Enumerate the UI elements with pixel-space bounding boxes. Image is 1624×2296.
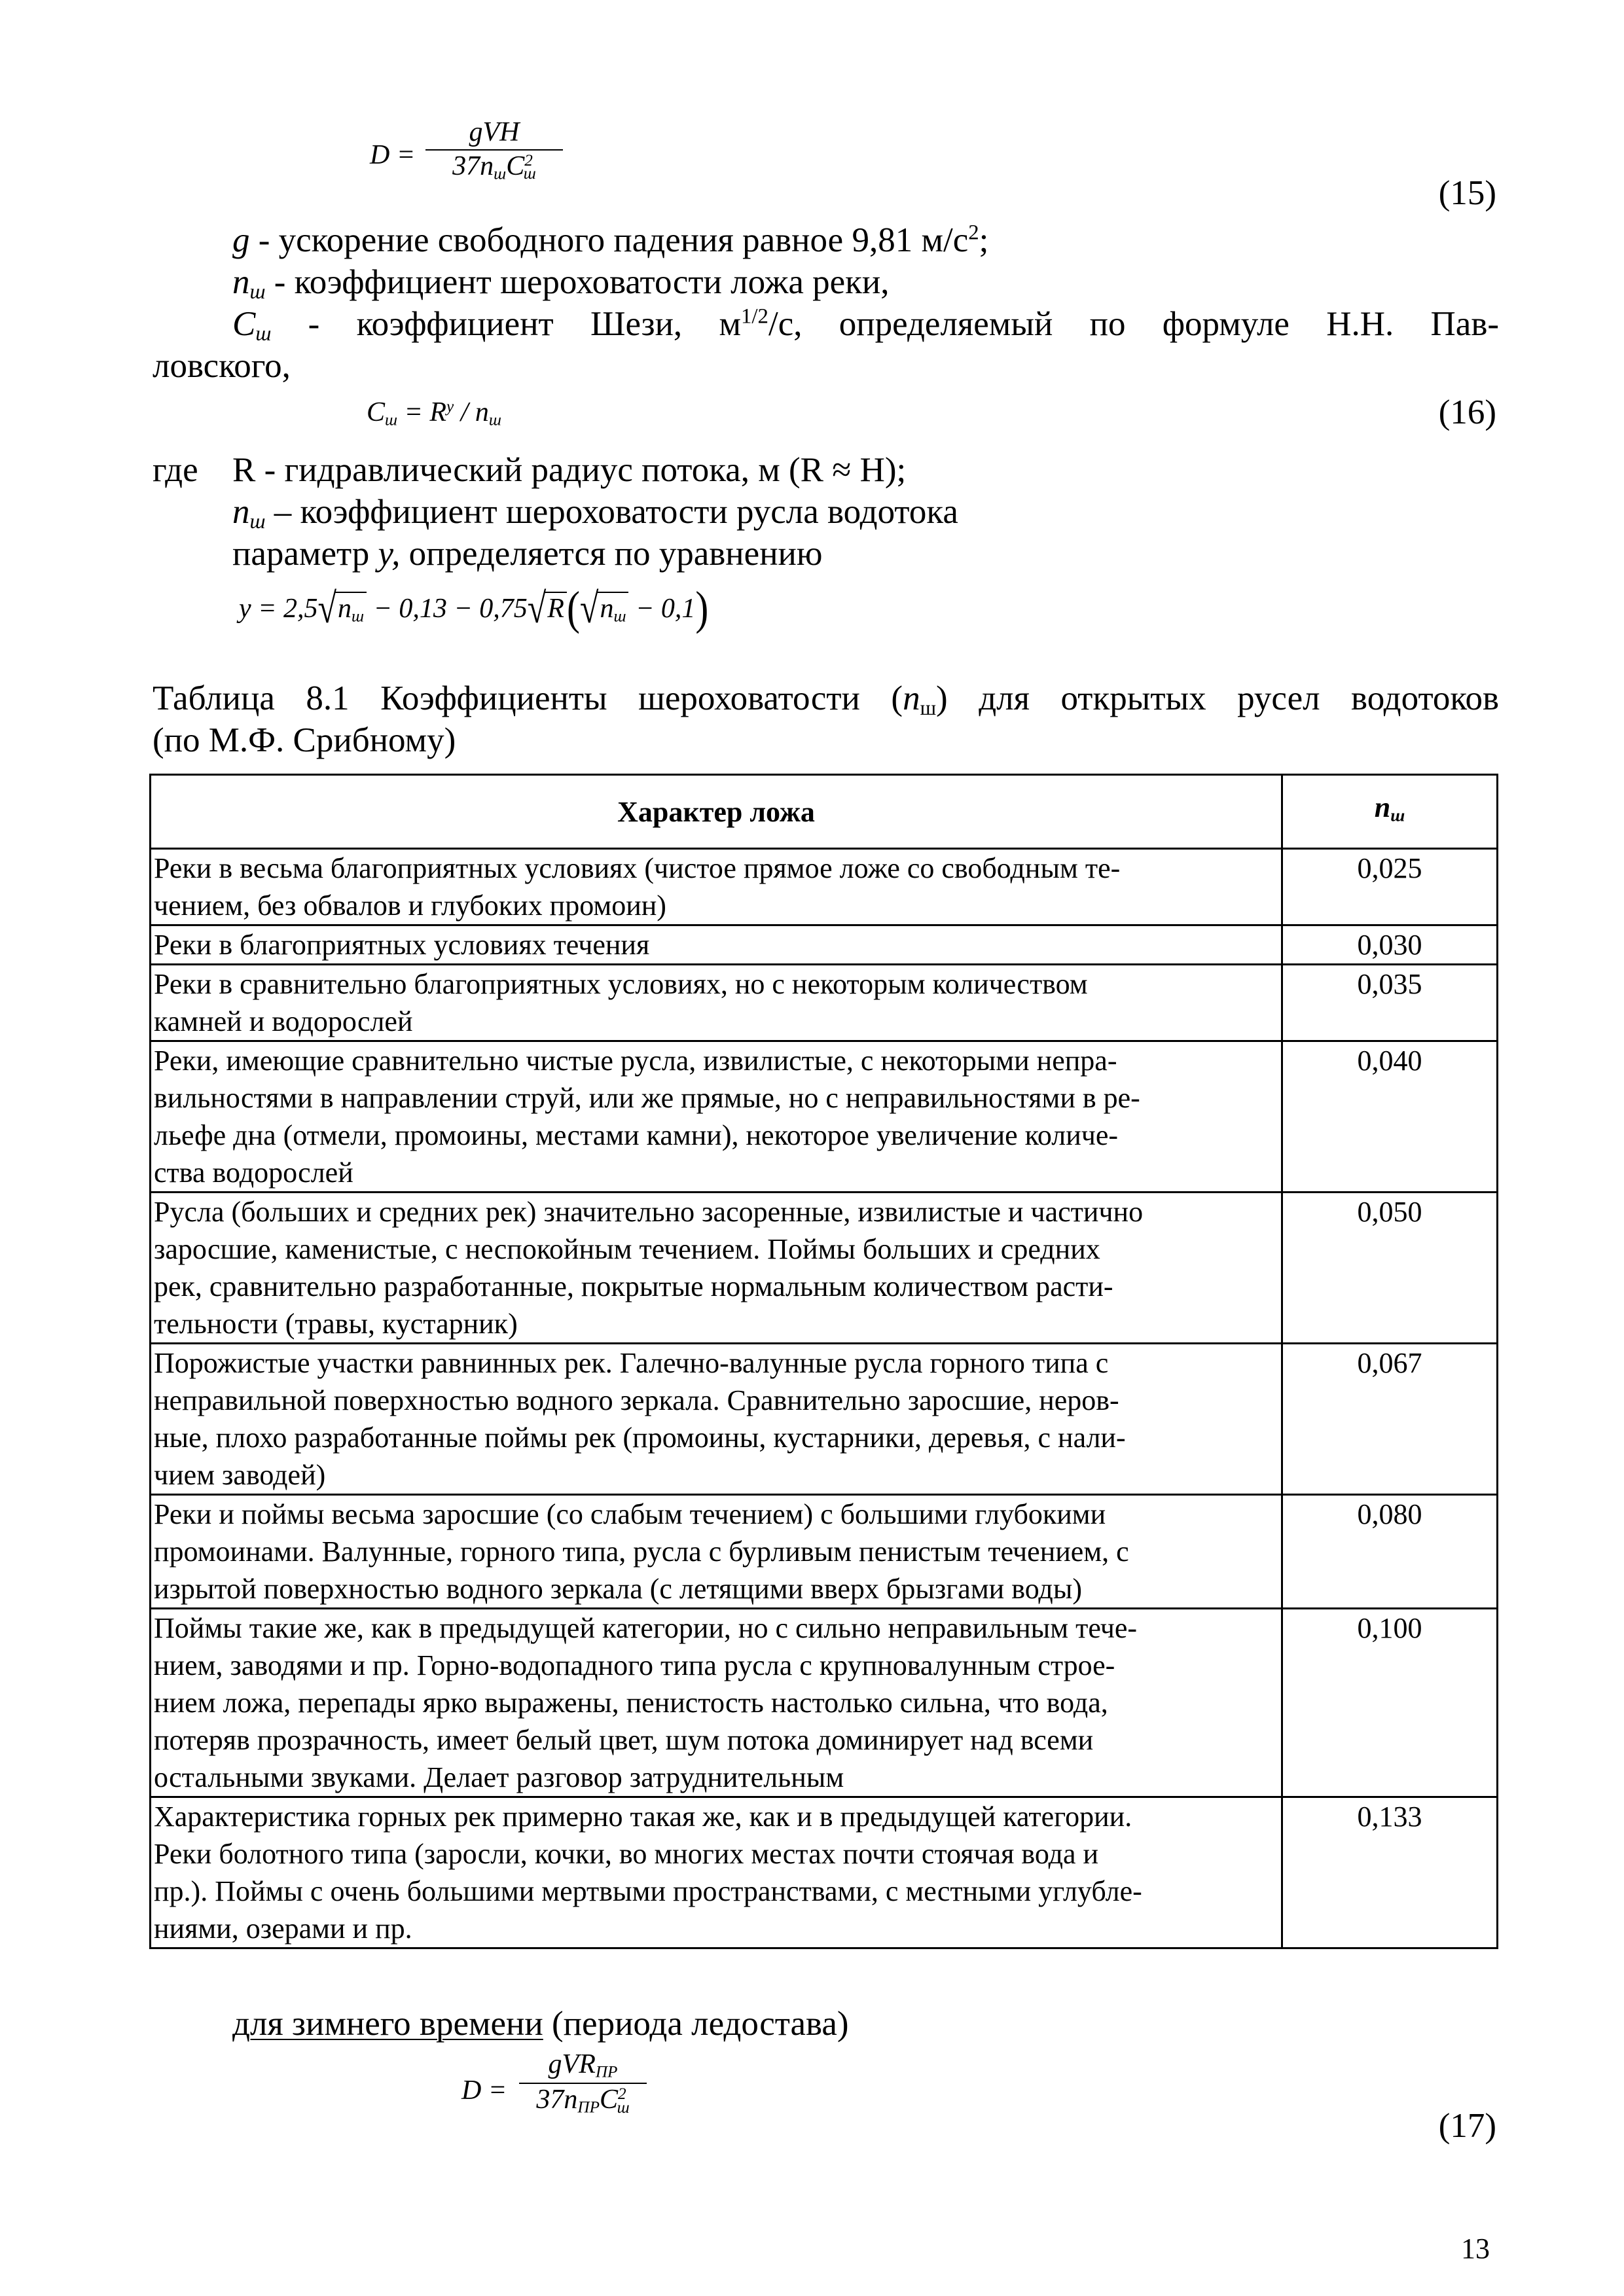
table-row bbox=[151, 849, 1498, 925]
description-line: Порожистые участки равнинных рек. Галечно-валунные русла горного типа с bbox=[154, 1347, 1109, 1379]
description-line: нием ложа, перепады ярко выражены, пенистость настолько сильна, что вода, bbox=[154, 1687, 1108, 1719]
f17-numsub: ПР bbox=[595, 2063, 618, 2081]
sym-c-sub: ш bbox=[255, 321, 272, 345]
definition-g bbox=[232, 219, 988, 261]
def-g-end: ; bbox=[979, 221, 989, 259]
fy-n1: n bbox=[338, 594, 352, 624]
f17-den-a: 37n bbox=[536, 2085, 578, 2115]
f16-csub: ш bbox=[385, 411, 398, 429]
f17-num: gVR bbox=[548, 2049, 596, 2079]
def-g-sup: 2 bbox=[968, 221, 979, 245]
param-y-text1: параметр bbox=[232, 535, 378, 573]
equation-number-15: (15) bbox=[1438, 174, 1496, 212]
caption-a: Таблица 8.1 Коэффициенты шероховатости ( bbox=[153, 679, 903, 717]
description-line: вильностями в направлении струй, или же прямые, но с неправильностями в ре- bbox=[154, 1082, 1140, 1114]
sym-n: n bbox=[232, 263, 250, 301]
sym-n2-sub: ш bbox=[249, 509, 266, 533]
description-line: пр.). Поймы с очень большими мертвыми пространствами, с местными углубле- bbox=[154, 1875, 1142, 1907]
caption-sub: ш bbox=[920, 696, 937, 719]
row-roughness-value: 0,067 bbox=[1282, 1344, 1498, 1495]
definition-r: R - гидравлический радиус потока, м (R ≈ H); bbox=[232, 451, 907, 489]
formula-15-fraction bbox=[425, 117, 563, 183]
row-description bbox=[151, 1041, 1282, 1193]
def-n-text: - коэффициент шероховатости ложа реки, bbox=[265, 263, 890, 301]
row-roughness-value: 0,100 bbox=[1282, 1609, 1498, 1797]
sym-n2: n bbox=[232, 493, 250, 531]
formula-16 bbox=[367, 397, 501, 429]
description-line: остальными звуками. Делает разговор затруднительным bbox=[154, 1761, 844, 1793]
definition-c bbox=[232, 303, 1499, 355]
row-description bbox=[151, 1344, 1282, 1495]
param-y-text2: определяется по уравнению bbox=[400, 535, 823, 573]
table-caption-line2: (по М.Ф. Срибному) bbox=[153, 721, 456, 759]
roughness-table bbox=[149, 774, 1498, 1949]
description-line: чием заводей) bbox=[154, 1459, 326, 1491]
row-roughness-value: 0,040 bbox=[1282, 1041, 1498, 1193]
fy-c: − 0,1 bbox=[628, 594, 696, 624]
formula-15 bbox=[370, 117, 566, 208]
caption-b: ) для открытых русел водотоков bbox=[936, 679, 1499, 717]
den-csub: ш bbox=[523, 165, 536, 183]
table-row bbox=[151, 965, 1498, 1041]
table-row bbox=[151, 1797, 1498, 1948]
formula-15-numerator: gVH bbox=[469, 117, 520, 147]
row-roughness-value: 0,025 bbox=[1282, 849, 1498, 925]
description-line: рек, сравнительно разработанные, покрытые нормальным количеством расти- bbox=[154, 1270, 1113, 1302]
description-line: ные, плохо разработанные поймы рек (промоины, кустарники, деревья, с нали- bbox=[154, 1422, 1126, 1454]
description-line: Реки, имеющие сравнительно чистые русла, извилистые, с некоторыми непра- bbox=[154, 1045, 1117, 1077]
formula-15-lhs: D = bbox=[370, 140, 416, 170]
header-n bbox=[1282, 775, 1498, 849]
description-line: Реки и поймы весьма заросшие (со слабым течением) с большими глубокими bbox=[154, 1498, 1106, 1530]
description-line: Реки в благоприятных условиях течения bbox=[154, 929, 650, 961]
f16-eq: = R bbox=[397, 397, 447, 427]
row-roughness-value: 0,035 bbox=[1282, 965, 1498, 1041]
sym-g: g bbox=[232, 221, 250, 259]
fy-b: − 0,13 − 0,75 bbox=[367, 594, 528, 624]
table-row bbox=[151, 1609, 1498, 1797]
row-roughness-value: 0,133 bbox=[1282, 1797, 1498, 1948]
sym-c: C bbox=[232, 305, 256, 343]
def-c-text1: - коэффициент Шези, м bbox=[271, 305, 741, 343]
row-description bbox=[151, 1609, 1282, 1797]
def-c-text2: /с, определяемый по формуле Н.Н. Пав- bbox=[768, 305, 1500, 343]
winter-rest: (периода ледостава) bbox=[543, 2005, 849, 2043]
description-line: заросшие, каменистые, с неспокойным течением. Поймы больших и средних bbox=[154, 1233, 1100, 1265]
table-header-row bbox=[151, 775, 1498, 849]
fy-n2sub: ш bbox=[613, 607, 626, 626]
description-line: Реки в весьма благоприятных условиях (чистое прямое ложе со свободным те- bbox=[154, 852, 1121, 884]
header-description: Характер ложа bbox=[151, 775, 1282, 849]
formula-15-denominator bbox=[425, 149, 563, 183]
f16-tailsub: ш bbox=[488, 411, 501, 429]
description-line: Русла (больших и средних рек) значительно засоренные, извилистые и частично bbox=[154, 1196, 1144, 1228]
description-line: льефе дна (отмели, промоины, местами камни), некоторое увеличение количе- bbox=[154, 1119, 1119, 1151]
definition-c-line2: ловского, bbox=[153, 347, 291, 385]
den-part: 37n bbox=[452, 151, 494, 181]
row-description bbox=[151, 965, 1282, 1041]
fy-n1sub: ш bbox=[352, 607, 365, 626]
header-n-sym: n bbox=[1374, 791, 1391, 824]
f16-c: C bbox=[367, 397, 386, 427]
equation-number-17: (17) bbox=[1438, 2107, 1496, 2145]
formula-17 bbox=[461, 2049, 671, 2140]
row-description bbox=[151, 849, 1282, 925]
row-description bbox=[151, 1797, 1282, 1948]
description-line: Характеристика горных рек примерно такая же, как и в предыдущей категории. bbox=[154, 1801, 1132, 1833]
description-line: неправильной поверхностью водного зеркала. Сравнительно заросшие, неров- bbox=[154, 1384, 1119, 1416]
den-sup: 2 bbox=[524, 152, 533, 170]
row-description bbox=[151, 1495, 1282, 1609]
den-sub: ш bbox=[494, 165, 507, 183]
where-label: где bbox=[153, 451, 198, 489]
table-row bbox=[151, 925, 1498, 965]
row-description bbox=[151, 925, 1282, 965]
description-line: Реки в сравнительно благоприятных условиях, но с некоторым количеством bbox=[154, 968, 1088, 1000]
description-line: чением, без обвалов и глубоких промоин) bbox=[154, 889, 666, 922]
param-y-sym: y, bbox=[378, 535, 401, 573]
fy-r: R bbox=[547, 594, 564, 624]
formula-17-lhs: D = bbox=[461, 2075, 507, 2106]
formula-17-numerator bbox=[519, 2049, 647, 2083]
row-roughness-value: 0,030 bbox=[1282, 925, 1498, 965]
description-line: камней и водорослей bbox=[154, 1005, 413, 1037]
fy-a: y = 2,5 bbox=[239, 594, 318, 624]
header-n-sub: ш bbox=[1390, 805, 1405, 825]
f17-densub: ПР bbox=[577, 2098, 600, 2117]
description-line: ства водорослей bbox=[154, 1157, 353, 1189]
description-line: потеряв прозрачность, имеет белый цвет, шум потока доминирует над всеми bbox=[154, 1724, 1094, 1756]
sym-n-sub: ш bbox=[249, 279, 266, 303]
def-c-sup: 1/2 bbox=[741, 304, 768, 329]
den-c: C bbox=[506, 151, 525, 181]
formula-y: $y = 2,5√n_ш - 0,13 - 0,75√R(√n_ш - 0,1)$ bbox=[239, 582, 709, 634]
page-number: 13 bbox=[1461, 2233, 1490, 2265]
description-line: Поймы такие же, как в предыдущей категории, но с сильно неправильным тече- bbox=[154, 1612, 1138, 1644]
caption-sym: n bbox=[903, 679, 920, 717]
row-description bbox=[151, 1193, 1282, 1344]
formula-17-denominator bbox=[519, 2083, 647, 2117]
parameter-y bbox=[232, 533, 823, 575]
table-row bbox=[151, 1495, 1498, 1609]
winter-heading bbox=[232, 2003, 849, 2045]
formula-17-fraction bbox=[519, 2049, 647, 2117]
def-g-text: - ускорение свободного падения равное 9,81 м/с bbox=[249, 221, 969, 259]
f17-den-c: C bbox=[599, 2085, 618, 2115]
description-line: ниями, озерами и пр. bbox=[154, 1912, 412, 1945]
description-line: нием, заводями и пр. Горно-водопадного типа русла с крупновалунным строе- bbox=[154, 1649, 1115, 1681]
table-row bbox=[151, 1344, 1498, 1495]
row-roughness-value: 0,050 bbox=[1282, 1193, 1498, 1344]
fy-n2: n bbox=[600, 594, 614, 624]
f17-den-sup: 2 bbox=[617, 2085, 626, 2104]
def-n2-text: – коэффициент шероховатости русла водотока bbox=[265, 493, 958, 531]
description-line: тельности (травы, кустарник) bbox=[154, 1308, 518, 1340]
equation-number-16: (16) bbox=[1438, 393, 1496, 431]
f16-tail: / n bbox=[454, 397, 489, 427]
row-roughness-value: 0,080 bbox=[1282, 1495, 1498, 1609]
winter-underlined: для зимнего времени bbox=[232, 2005, 543, 2043]
description-line: промоинами. Валунные, горного типа, русла с бурливым пенистым течением, с bbox=[154, 1535, 1129, 1568]
table-row bbox=[151, 1193, 1498, 1344]
description-line: Реки болотного типа (заросли, кочки, во многих местах почти стоячая вода и bbox=[154, 1838, 1099, 1870]
f16-sup: y bbox=[446, 398, 454, 416]
f17-den-csub: ш bbox=[617, 2098, 630, 2117]
description-line: изрытой поверхностью водного зеркала (с летящими вверх брызгами воды) bbox=[154, 1573, 1083, 1605]
table-row bbox=[151, 1041, 1498, 1193]
